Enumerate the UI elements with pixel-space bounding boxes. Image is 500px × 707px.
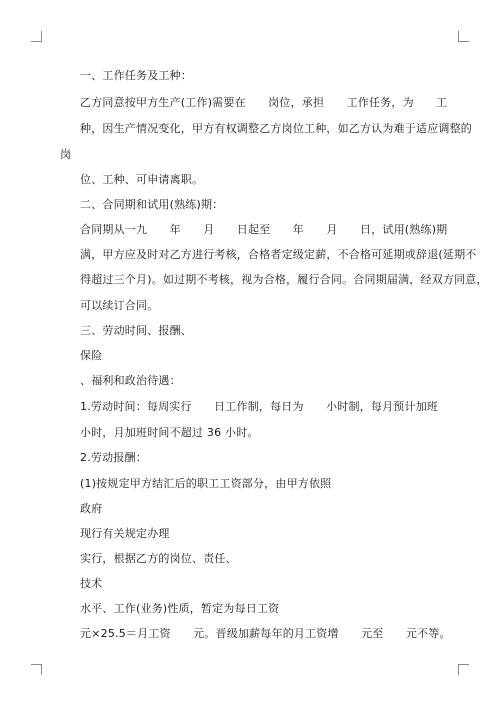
paragraph-line: 乙方同意按甲方生产(工作)需要在 岗位，承担 工作任务，为 工 [80,96,448,109]
section-heading-work-tasks: 一、工作任务及工种： [80,69,192,82]
paragraph-line: 位、工种、可申请离职。 [80,173,204,186]
paragraph-line: 实行，根据乙方的岗位、责任、 [80,552,237,565]
paragraph-line: 2.劳动报酬： [80,451,147,464]
paragraph-line: 1.劳动时间：每周实行 日工作制，每日为 小时制，每月预计加班 [80,400,439,413]
paragraph-line: 、福利和政治待遇： [80,374,181,387]
paragraph-line: 现行有关规定办理 [80,527,170,540]
crop-mark-bottom-left [31,664,42,675]
paragraph-line: 可以续订合同。 [80,299,159,312]
paragraph-line: 满，甲方应及时对乙方进行考核，合格者定级定薪，不合格可延期或辞退(延期不 [80,248,477,261]
paragraph-line: 合同期从一九 年 月 日起至 年 月 日，试用(熟练)期 [80,223,448,236]
section-heading-contract-period: 二、合同期和试用(熟练)期： [80,198,224,211]
paragraph-line: 岗 [60,148,72,161]
paragraph-line: 保险 [80,349,103,362]
paragraph-line: (1)按规定甲方结汇后的职工工资部分，由甲方依照 [80,477,332,490]
paragraph-line: 种，因生产情况变化，甲方有权调整乙方岗位工种，如乙方认为难于适应调整的 [80,122,472,135]
crop-mark-top-right [458,31,469,42]
section-heading-labor-time: 三、劳动时间、报酬、 [80,324,192,337]
crop-mark-top-left [31,31,42,42]
crop-mark-bottom-right [458,664,469,675]
paragraph-line: 水平、工作(业务)性质，暂定为每日工资 [80,602,280,615]
paragraph-line: 政府 [80,502,103,515]
paragraph-line: 技术 [80,577,103,590]
paragraph-line: 元×25.5＝月工资 元。晋级加薪每年的月工资增 元至 元不等。 [80,627,451,640]
paragraph-line: 得超过三个月)。如过期不考核，视为合格，履行合同。合同期届满，经双方同意， [80,273,488,286]
paragraph-line: 小时，月加班时间不超过 36 小时。 [80,426,259,439]
